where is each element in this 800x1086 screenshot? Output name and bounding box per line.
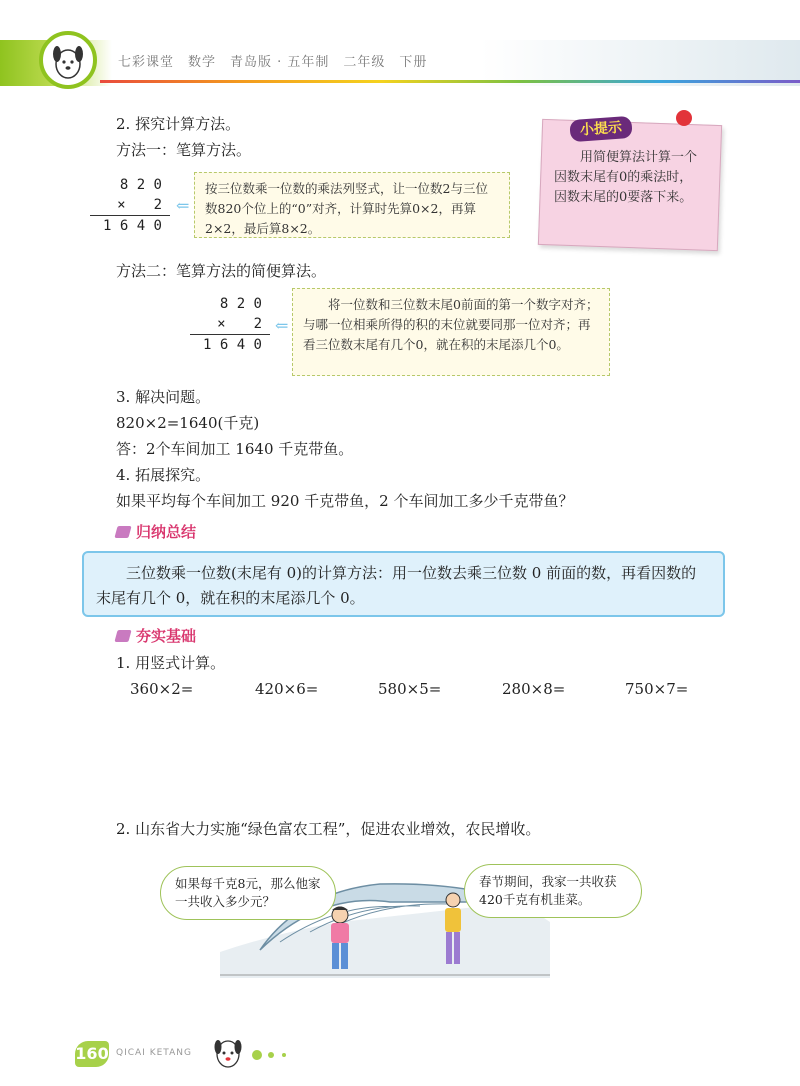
calc2-multiplicand: 8 2 0 [219,296,262,312]
practice-q1: 1. 用竖式计算。 [116,654,226,672]
pushpin-icon [676,110,692,126]
header-rainbow-line [100,80,800,83]
problem-item: 280×8= [502,680,566,698]
speech-bubble-right: 春节期间，我家一共收获420千克有机韭菜。 [464,864,642,918]
calc1-multiplier: × 2 [90,195,170,216]
arrow-left-icon: ⇐ [176,196,190,215]
summary-title: 归纳总结 [136,523,197,541]
dog-mascot-icon [208,1032,248,1076]
boy-figure-icon [322,905,358,977]
section3-equation: 820×2=1640(千克) [116,414,260,432]
problem-item: 750×7= [625,680,689,698]
note-box-2: 将一位数和三位数末尾0前面的第一个数字对齐；与哪一位相乘所得的积的末位就要同那一位对齐；再看三位数末尾有几个0，就在积的末尾添几个0。 [292,288,610,376]
arrow-left-icon: ⇐ [275,316,289,335]
book-icon [114,630,131,642]
speech-bubble-left: 如果每千克8元，那么他家一共收入多少元？ [160,866,336,920]
vertical-calc-2 [190,294,270,355]
problem-item: 360×2= [130,680,194,698]
section3-answer: 答：2个车间加工 1640 千克带鱼。 [116,440,354,458]
calc2-product: 1 6 4 0 [202,337,262,353]
dot-decoration [282,1053,286,1057]
dot-decoration [268,1052,274,1058]
section4-heading: 4. 拓展探究。 [116,466,211,484]
section3-heading: 3. 解决问题。 [116,388,211,406]
vertical-calc-1 [90,175,170,236]
dot-decoration [252,1050,262,1060]
section2-heading: 2. 探究计算方法。 [116,115,241,133]
calc1-product: 1 6 4 0 [102,218,162,234]
practice-heading [116,625,196,646]
book-icon [114,526,131,538]
header-title: 七彩课堂 数学 青岛版 · 五年制 二年级 下册 [118,55,428,70]
practice-q2: 2. 山东省大力实施“绿色富农工程”，促进农业增效，农民增收。 [116,820,541,838]
practice-title: 夯实基础 [136,627,197,645]
section4-question: 如果平均每个车间加工 920 千克带鱼，2 个车间加工多少千克带鱼？ [116,492,574,510]
summary-box [82,551,725,617]
footer-brand: QICAI KETANG [116,1048,192,1058]
farmer-figure-icon [438,890,468,970]
page-number: 160 [75,1041,109,1067]
note-box-1: 按三位数乘一位数的乘法列竖式，让一位数2与三位数820个位上的“0”对齐，计算时先算0×2，再算2×2，最后算8×2。 [194,172,510,238]
summary-heading [116,521,196,542]
method1-label: 方法一：笔算方法。 [116,141,252,159]
problem-item: 420×6= [255,680,319,698]
hint-title: 小提示 [569,116,632,142]
calc1-multiplicand: 8 2 0 [119,177,162,193]
hint-text: 用简便算法计算一个因数末尾有0的乘法时，因数末尾的0要落下来。 [554,150,698,205]
dog-mascot-logo-icon [30,30,110,90]
problem-item: 580×5= [378,680,442,698]
calc2-multiplier: × 2 [190,314,270,335]
summary-text: 三位数乘一位数(末尾有 0)的计算方法：用一位数去乘三位数 0 前面的数，再看因数的末尾有几个 0，就在积的末尾添几个 0。 [96,564,697,607]
method2-label: 方法二：笔算方法的简便算法。 [116,262,327,280]
